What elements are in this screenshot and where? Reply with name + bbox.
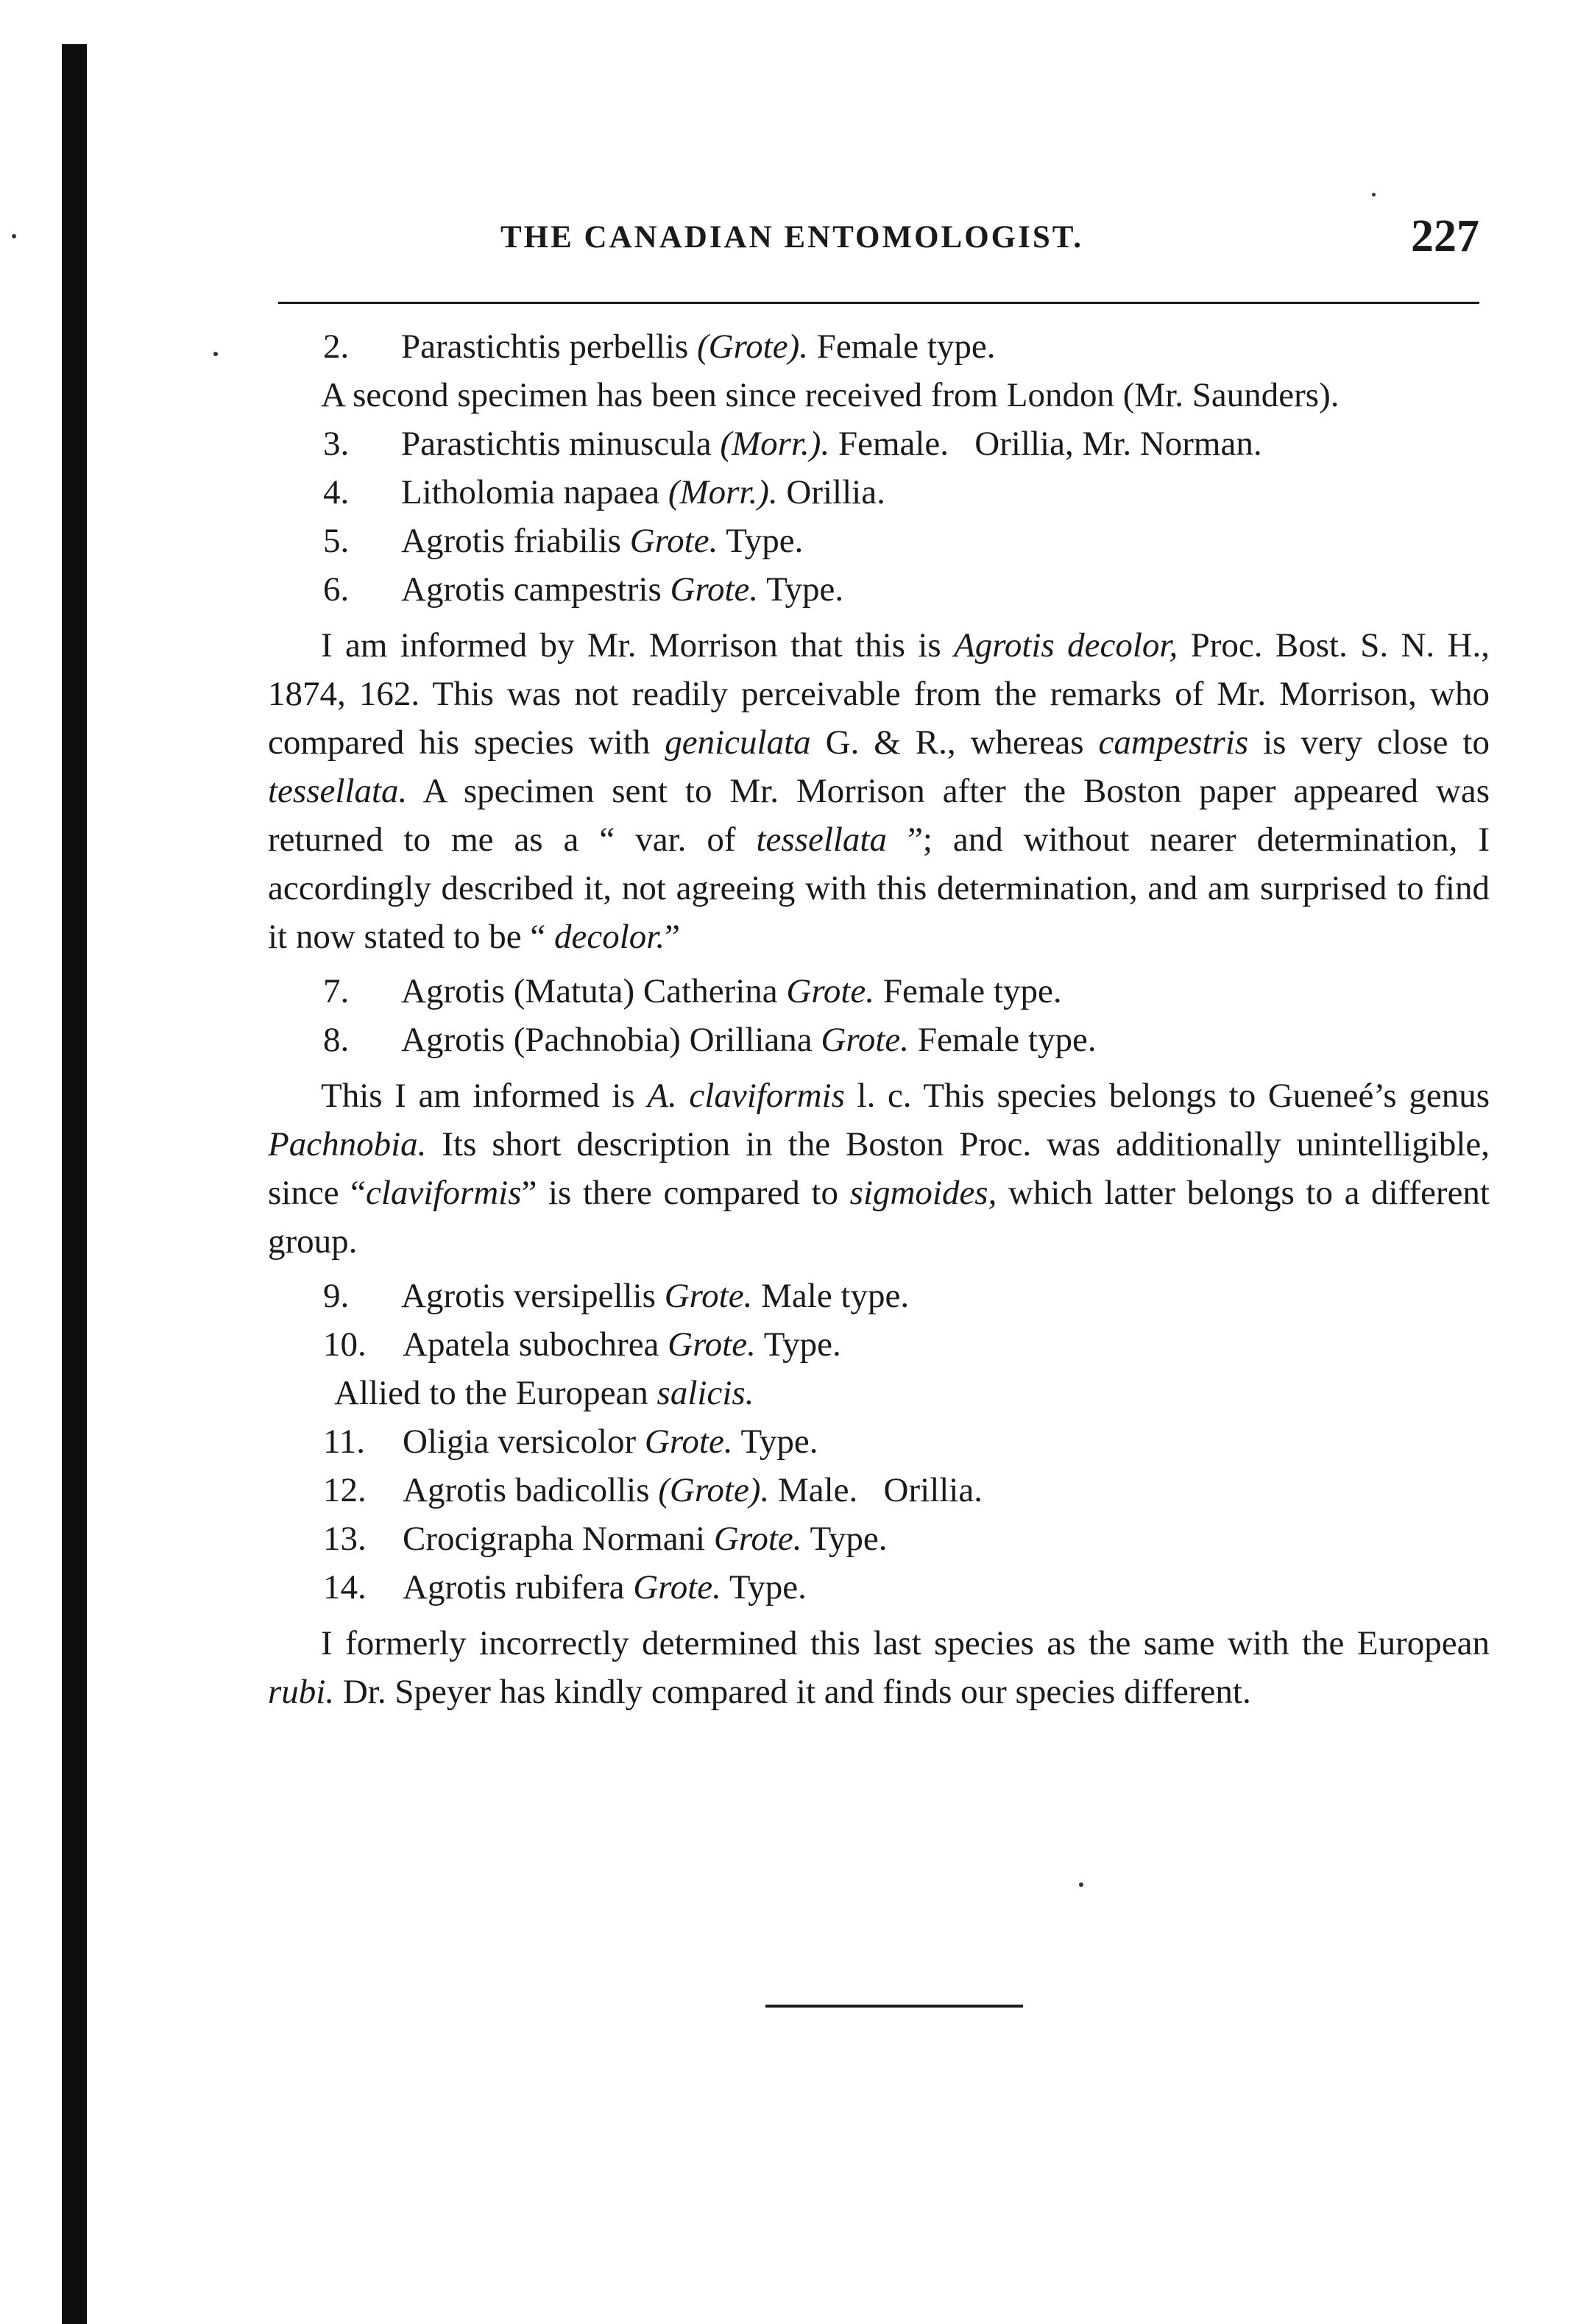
species-entry: 12. Agrotis badicollis (Grote). Male. Orillia.	[323, 1471, 983, 1509]
species-entry: 14. Agrotis rubifera Grote. Type.	[323, 1568, 807, 1606]
binding-edge	[62, 44, 87, 2324]
end-rule	[765, 2005, 1023, 2008]
species-entry: 13. Crocigrapha Normani Grote. Type.	[323, 1520, 888, 1558]
header-rule	[278, 302, 1479, 304]
scan-speck	[12, 234, 16, 238]
article-body	[268, 322, 1490, 1716]
paragraph: I formerly incorrectly determined this last species as the same with the European rubi. Dr. Speyer has kindly compared it and finds our species different.	[268, 1624, 1490, 1711]
species-entry: 10. Apatela subochrea Grote. Type.	[323, 1325, 841, 1364]
scan-speck	[1079, 1882, 1083, 1887]
scan-speck	[1372, 193, 1376, 196]
species-entry: 11. Oligia versicolor Grote. Type.	[323, 1423, 818, 1461]
paragraph: I am informed by Mr. Morrison that this is Agrotis decolor, Proc. Bost. S. N. H., 1874, 162. This was not readily perceivable from the remarks of Mr. Morrison, who compared his species with geniculata G. & R., whereas campestris is very close to tessellata. A specimen sent to Mr. Morrison after the Boston paper appeared was returned to me as a “ var. of tessellata ”; and without nearer determination, I accordingly described it, not agreeing with this determination, and am surprised to find it now stated to be “ decolor.”	[268, 626, 1490, 956]
species-entry: 6. Agrotis campestris Grote. Type.	[323, 570, 844, 609]
page-number: 227	[1411, 211, 1479, 261]
species-entry: 8. Agrotis (Pachnobia) Orilliana Grote. Female type.	[323, 1021, 1097, 1059]
running-head: THE CANADIAN ENTOMOLOGIST.	[500, 220, 1083, 255]
species-entry: 2. Parastichtis perbellis (Grote). Female type.	[323, 327, 996, 366]
paragraph: This I am informed is A. claviformis l. c. This species belongs to Gueneé’s genus Pachnobia. Its short description in the Boston Proc. was additionally unintelligible, since “claviformis” is there compared to sigmoides, which latter belongs to a different group.	[268, 1077, 1490, 1261]
allied-note: Allied to the European salicis.	[334, 1374, 754, 1412]
page-header	[265, 210, 1479, 269]
species-entry: 5. Agrotis friabilis Grote. Type.	[323, 522, 804, 560]
species-entry: 9. Agrotis versipellis Grote. Male type.	[323, 1277, 910, 1315]
species-entry: 7. Agrotis (Matuta) Catherina Grote. Female type.	[323, 972, 1062, 1010]
paragraph: A second specimen has been since received from London (Mr. Saunders).	[321, 376, 1339, 414]
species-entry: 3. Parastichtis minuscula (Morr.). Female. Orillia, Mr. Norman.	[323, 425, 1262, 463]
species-entry: 4. Litholomia napaea (Morr.). Orillia.	[323, 473, 885, 511]
scan-speck	[213, 352, 218, 356]
